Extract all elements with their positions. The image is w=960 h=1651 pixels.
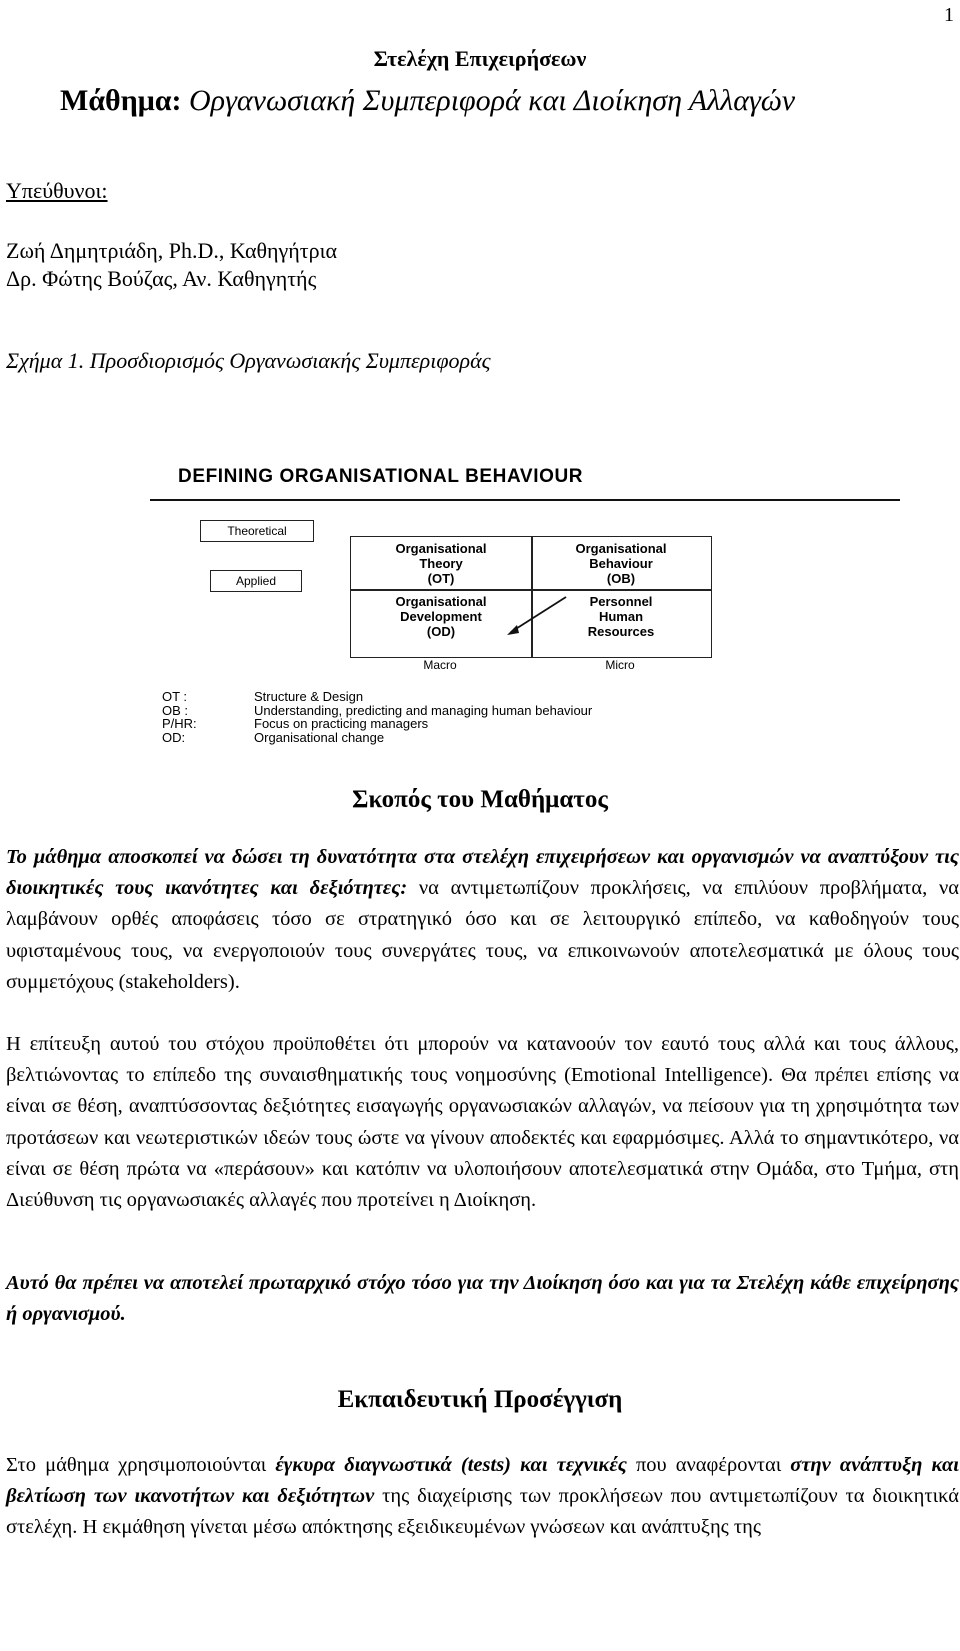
scale-macro: Macro bbox=[423, 658, 457, 672]
approach-text-1: Στο μάθημα χρησιμοποιούνται bbox=[6, 1454, 276, 1476]
legend-key: OD: bbox=[162, 729, 186, 745]
ob-matrix bbox=[350, 536, 712, 658]
course-title bbox=[60, 84, 795, 118]
approach-text-2: που αναφέρονται bbox=[626, 1454, 791, 1476]
legend-key: P/HR: bbox=[162, 716, 197, 731]
legend-value: Structure & Design bbox=[254, 689, 364, 704]
figure-title-rule bbox=[150, 499, 900, 501]
responsible-person-2: Δρ. Φώτης Βούζας, Αν. Καθηγητής bbox=[6, 266, 317, 291]
cell-organisational-behaviour: Organisational Behaviour (OB) bbox=[575, 541, 667, 586]
legend-key: OT : bbox=[162, 689, 188, 704]
purpose-text: να αντιμετωπίζουν προκλήσεις, να επιλύουν προβλήματα, να λαμβάνουν ορθές αποφάσεις τόσο σε στρατηγικό όσο και σε λειτουργικό επίπεδο, να καθοδηγούν τους υφισταμένους τους, να ενεργοποιούν τους συνεργάτες τους, να επικοινωνούν αποτελεσματικά με όλους τους συμμετόχους (stakeholders). bbox=[6, 877, 959, 993]
responsible-label: Υπεύθυνοι: bbox=[6, 178, 108, 203]
applied-label: Applied bbox=[210, 570, 302, 592]
approach-paragraph bbox=[6, 1450, 959, 1544]
approach-emphasis-1: έγκυρα διαγνωστικά (tests) και τεχνικές bbox=[275, 1454, 627, 1476]
scale-micro: Micro bbox=[605, 658, 635, 672]
legend-row bbox=[162, 731, 592, 745]
legend-value: Understanding, predicting and managing human behaviour bbox=[254, 702, 593, 718]
figure-caption: Σχήμα 1. Προσδιορισμός Οργανωσιακής Συμπεριφοράς bbox=[6, 348, 491, 373]
arrow-ob-to-ot bbox=[351, 537, 711, 657]
course-category: Στελέχη Επιχειρήσεων bbox=[373, 46, 587, 71]
theoretical-label: Theoretical bbox=[200, 520, 314, 542]
purpose-emphasis: Το μάθημα αποσκοπεί να δώσει τη δυνατότητα στα στελέχη επιχειρήσεων και οργανισμών να αναπτύξουν τις διοικητικές τους ικανότητες και δεξιότητες: bbox=[6, 846, 959, 900]
legend-row bbox=[162, 704, 592, 718]
cell-organisational-theory: Organisational Theory (OT) bbox=[395, 541, 487, 586]
figure-legend bbox=[162, 690, 592, 744]
section-heading-approach: Εκπαιδευτική Προσέγγιση bbox=[337, 1386, 623, 1413]
course-title-name: Οργανωσιακή Συμπεριφορά και Διοίκηση Αλλαγών bbox=[181, 84, 796, 117]
section-heading-purpose: Σκοπός του Μαθήματος bbox=[352, 786, 608, 813]
legend-row bbox=[162, 690, 592, 704]
purpose-paragraph-1 bbox=[6, 842, 959, 998]
purpose-paragraph-2: Η επίτευξη αυτού του στόχου προϋποθέτει ότι μπορούν να κατανοούν τον εαυτό τους αλλά και τους άλλους, βελτιώνοντας το επίπεδο της συναισθηματικής τους νοημοσύνης (Emotional Intelligence). Θα πρέπει επίσης να είναι σε θέση, αναπτύσσοντας δεξιότητες εισαγωγής οργανωσιακών αλλαγών, να πείσουν για τη χρησιμότητα των προτάσεων και νεωτεριστικών ιδεών τους ώστε να γίνουν αποδεκτές και εφαρμόσιμες. Αλλά το σημαντικότερο, να είναι σε θέση πρώτα να «περάσουν» και κατόπιν να υλοποιήσουν αποτελεσματικά στην Ομάδα, στο Τμήμα, στη Διεύθυνση τις οργανωσιακές αλλαγές που προτείνει η Διοίκηση. bbox=[6, 1033, 959, 1212]
legend-value: Focus on practicing managers bbox=[254, 716, 429, 731]
page-number: 1 bbox=[944, 4, 954, 26]
cell-personnel-hr: Personnel Human Resources bbox=[587, 594, 655, 639]
purpose-paragraph-3: Αυτό θα πρέπει να αποτελεί πρωταρχικό στόχο τόσο για την Διοίκηση όσο και για τα Στελέχη κάθε επιχείρησης ή οργανισμού. bbox=[6, 1272, 959, 1326]
approach-text-3: της διαχείρισης των προκλήσεων που αντιμετωπίζουν τα διοικητικά στελέχη. Η εκμάθηση γίνεται μέσω απόκτησης εξειδικευμένων γνώσεων και ανάπτυξης της bbox=[6, 1485, 959, 1539]
figure-title: DEFINING ORGANISATIONAL BEHAVIOUR bbox=[178, 466, 584, 487]
legend-row bbox=[162, 717, 592, 731]
responsible-person-1: Ζωή Δημητριάδη, Ph.D., Καθηγήτρια bbox=[6, 238, 338, 263]
course-title-label: Μάθημα: bbox=[60, 84, 182, 117]
approach-emphasis-2: στην ανάπτυξη και βελτίωση των ικανοτήτων και δεξιότητων bbox=[6, 1454, 959, 1508]
legend-key: OB : bbox=[162, 702, 189, 718]
figure-defining-ob bbox=[150, 460, 910, 760]
cell-organisational-development: Organisational Development (OD) bbox=[395, 594, 487, 639]
legend-value: Organisational change bbox=[254, 729, 385, 745]
